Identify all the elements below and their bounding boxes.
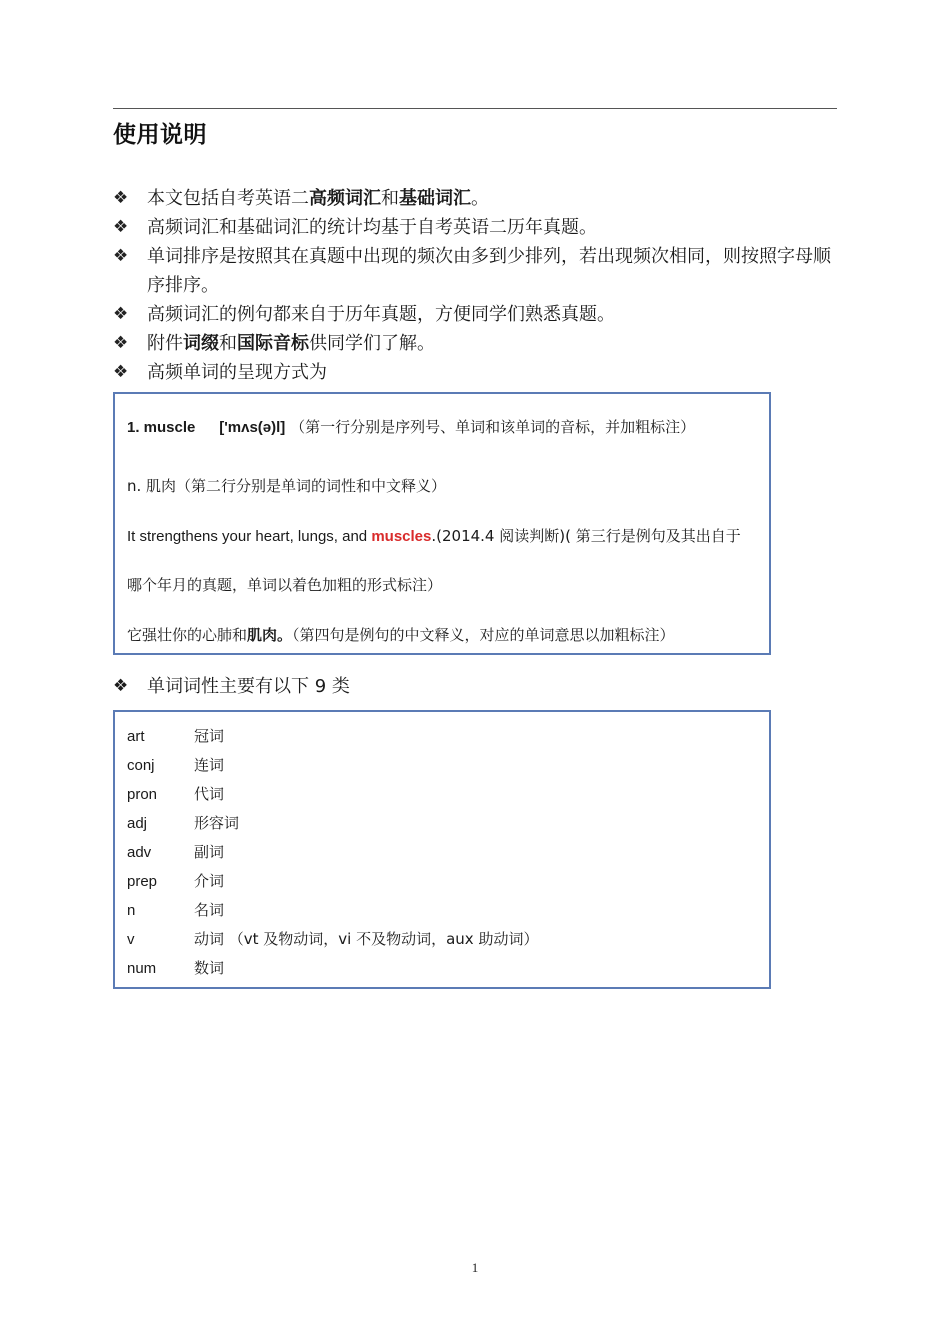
- list-item: conj 连词: [127, 756, 225, 774]
- list-item: ❖ 单词排序是按照其在真题中出现的频次由多到少排列，若出现频次相同，则按照字母顺序排序。: [113, 242, 839, 300]
- instruction-list: [113, 184, 839, 387]
- diamond-bullet-icon: ❖: [113, 362, 129, 382]
- parts-of-speech-box: [113, 710, 771, 989]
- example-line-translation: 它强壮你的心肺和肌肉。（第四句是例句的中文释义，对应的单词意思以加粗标注）: [127, 625, 675, 644]
- list-item: art 冠词: [127, 727, 225, 745]
- page-title: 使用说明: [113, 122, 207, 148]
- list-item: ❖ 高频单词的呈现方式为: [113, 358, 839, 387]
- diamond-bullet-icon: ❖: [113, 217, 129, 237]
- diamond-bullet-icon: ❖: [113, 188, 129, 208]
- example-line-word: 1. muscle ['mʌs(ə)l] （第一行分别是序列号、单词和该单词的音标，并加粗标注）: [127, 418, 696, 436]
- list-item: num 数词: [127, 959, 225, 977]
- highlighted-word: muscles: [371, 527, 432, 545]
- example-line-definition: n. 肌肉（第二行分别是单词的词性和中文释义）: [127, 477, 447, 495]
- list-item: prep 介词: [127, 872, 225, 890]
- page-number: 1: [471, 1260, 479, 1275]
- diamond-bullet-icon: ❖: [113, 333, 129, 353]
- diamond-bullet-icon: ❖: [113, 304, 129, 324]
- diamond-bullet-icon: ❖: [113, 246, 129, 266]
- list-item: ❖ 附件词缀和国际音标供同学们了解。: [113, 329, 839, 358]
- example-line-sentence-cont: 哪个年月的真题，单词以着色加粗的形式标注）: [127, 576, 443, 594]
- diamond-bullet-icon: ❖: [113, 676, 129, 696]
- list-item: ❖ 本文包括自考英语二高频词汇和基础词汇。: [113, 184, 839, 213]
- list-item: n 名词: [127, 901, 225, 919]
- header-rule: [113, 108, 837, 109]
- list-item: adj 形容词: [127, 814, 240, 832]
- list-item: ❖ 高频词汇的例句都来自于历年真题，方便同学们熟悉真题。: [113, 300, 839, 329]
- list-item: adv 副词: [127, 843, 225, 861]
- example-line-sentence: It strengthens your heart, lungs, and muscles.(2014.4 阅读判断)( 第三行是例句及其出自于: [127, 526, 741, 545]
- list-item: v 动词 （vt 及物动词，vi 不及物动词，aux 助动词）: [127, 930, 539, 948]
- list-item: ❖ 高频词汇和基础词汇的统计均基于自考英语二历年真题。: [113, 213, 839, 242]
- list-item: pron 代词: [127, 785, 225, 803]
- pos-heading: ❖ 单词词性主要有以下 9 类: [113, 672, 813, 701]
- example-entry-box: [113, 392, 771, 655]
